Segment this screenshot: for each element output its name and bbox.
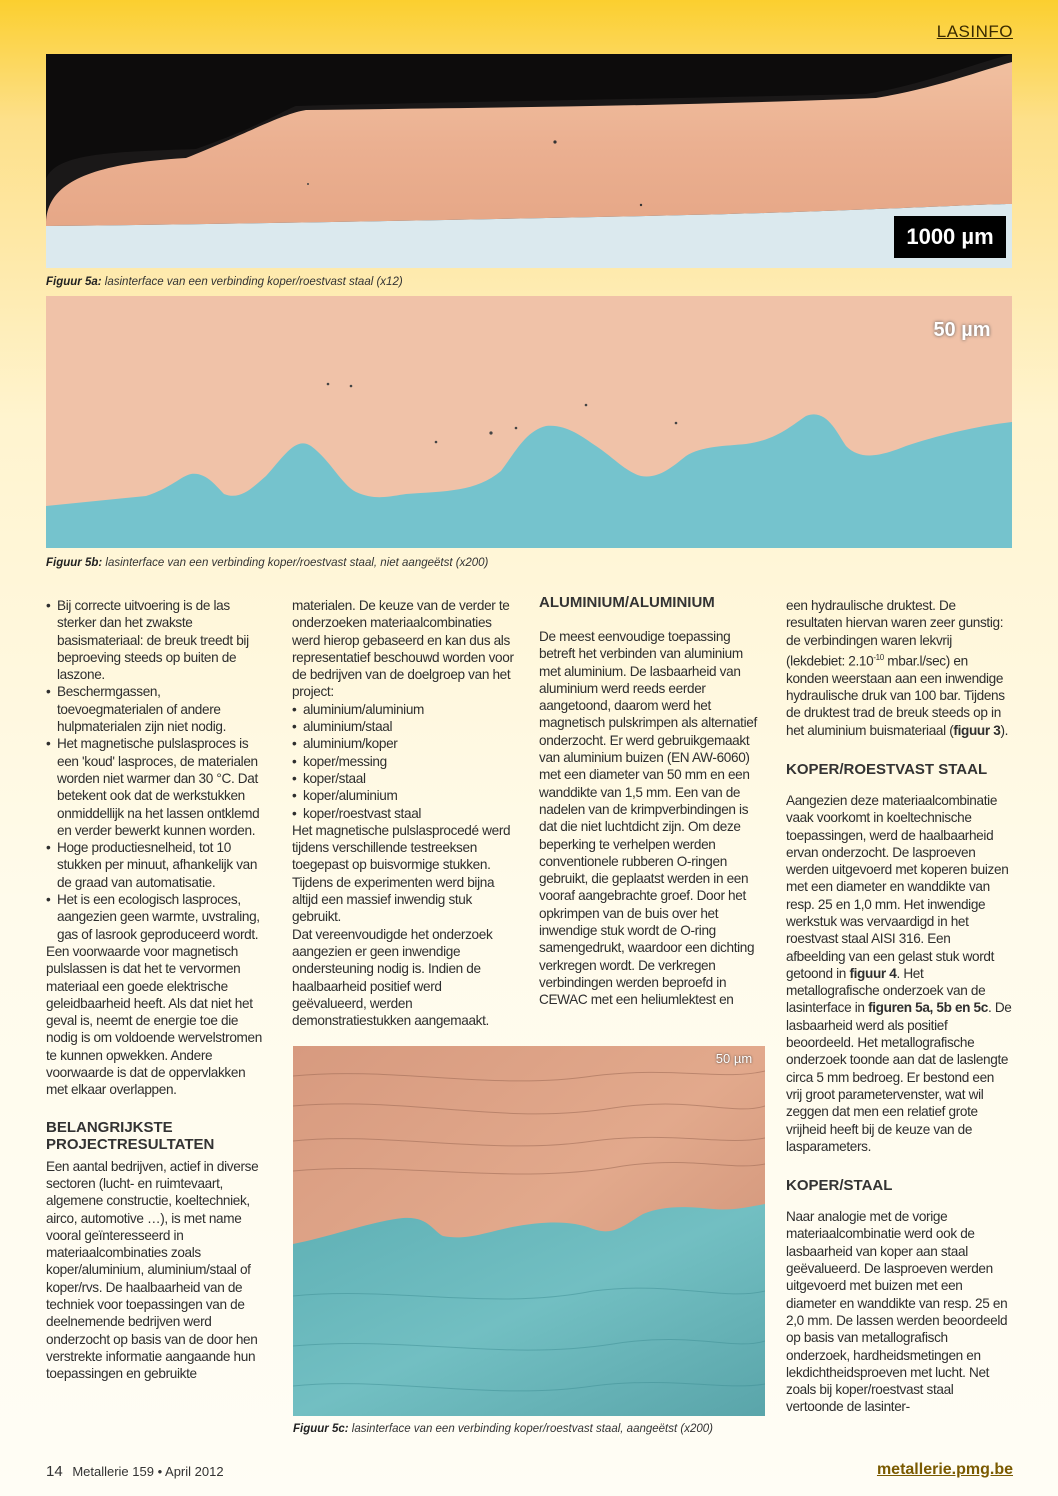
superscript: -10 (873, 652, 884, 662)
micrograph-5a (46, 54, 1012, 268)
list-item: • koper/messing (292, 753, 514, 770)
issue-info: Metallerie 159 • April 2012 (72, 1464, 224, 1479)
list-item: • aluminium/staal (292, 718, 514, 735)
column-2 (292, 597, 514, 1029)
caption-text: lasinterface van een verbinding koper/roestvast staal, niet aangeëtst (x200) (105, 557, 489, 569)
scale-bar-5a (894, 216, 1006, 258)
text-run: . De lasbaarheid werd als positief beoordeeld. Het metallografische onderzoek toonde aan dat de laslengte circa 5 mm bedroeg. Er bestond een vrij groot parametervenster, wat wil zeggen dat men een relatief grote vrijheid heeft bij de keuze van de lasparameters. (786, 1000, 1012, 1154)
footer-url-link[interactable]: metallerie.pmg.be (876, 1461, 1013, 1478)
figure-5a-image (46, 54, 1012, 268)
material-combinations-list (292, 701, 514, 822)
list-item: • aluminium/koper (292, 735, 514, 752)
section-heading: KOPER/STAAL (786, 1177, 893, 1195)
column-1 (46, 597, 268, 1382)
section-tag[interactable]: LASINFO (936, 22, 1013, 41)
figure-5a-caption (46, 276, 403, 288)
paragraph (786, 792, 1012, 1155)
caption-text: lasinterface van een verbinding koper/roestvast staal, aangeëtst (x200) (351, 1423, 713, 1435)
paragraph: Dat vereenvoudigde het onderzoek aangezien er geen inwendige ondersteuning nodig is. Indien de haalbaarheid positief werd geëvalueerd, werden demonstratiestukken aangemaakt. (292, 926, 493, 1029)
paragraph: Naar analogie met de vorige materiaalcombinatie werd ook de lasbaarheid van koper aan staal geëvalueerd. De lasproeven werden uitgevoerd met buizen met een diameter en wanddikte van resp. 25 en 2,0 mm. De lassen werden beoordeeld op basis van metallografisch onderzoek, hardheidsmetingen en lekdichtheidsproeven met lucht. Net zoals bij koper/roestvast staal vertoonde de lasinter- (786, 1209, 1008, 1415)
micrograph-5b (46, 296, 1012, 548)
figure-reference: figuur 3 (953, 722, 1001, 738)
figure-reference: figuren 5a, 5b en 5c (868, 1000, 988, 1016)
section-heading: BELANGRIJKSTE PROJECTRESULTATEN (46, 1118, 215, 1153)
section-heading: KOPER/ROESTVAST STAAL (786, 760, 988, 778)
figure-5b-image (46, 296, 1012, 548)
list-item: • Bij correcte uitvoering is de las sterker dan het zwakste basismateriaal: de breuk treedt bij beproeving steeds op buiten de laszone. (46, 597, 268, 683)
paragraph: Een aantal bedrijven, actief in diverse sectoren (lucht- en ruimtevaart, algemene constructie, koeltechniek, airco, automotive …), is met name vooral geïnteresseerd in materiaalcombinaties zoals koper/aluminium, aluminium/staal of koper/rvs. De haalbaarheid van de techniek voor toepassingen van de deelnemende bedrijven werd onderzocht op basis van de door hen verstrekte informatie aangaande hun toepassingen en gebruikte (46, 1158, 259, 1382)
scale-bar-5b (920, 314, 1004, 346)
paragraph: Een voorwaarde voor magnetisch pulslassen is dat het te vervormen materiaal een goede elektrische geleidbaarheid heeft. Als dat niet het geval is, neemt de energie toe die nodig is om voldoende wervelstromen te kunnen opwekken. Andere voorwaarde is dat de oppervlakken met elkaar overlappen. (46, 943, 262, 1098)
footer-issue (46, 1463, 224, 1480)
micrograph-5c (293, 1046, 765, 1416)
figure-5b-caption (46, 557, 488, 569)
list-item: • koper/staal (292, 770, 514, 787)
scale-bar-5c (709, 1050, 759, 1068)
figure-label: Figuur 5c: (293, 1423, 349, 1435)
list-item: • Hoge productiesnelheid, tot 10 stukken per minuut, afhankelijk van de graad van automatisatie. (46, 839, 268, 891)
list-item: • aluminium/aluminium (292, 701, 514, 718)
scale-label: 1000 µm (906, 224, 994, 249)
figure-5c-image (293, 1046, 765, 1416)
list-item: • koper/roestvast staal (292, 805, 514, 822)
scale-label: 50 µm (933, 319, 991, 341)
figure-label: Figuur 5b: (46, 557, 103, 569)
figure-reference: figuur 4 (849, 965, 897, 981)
advantages-list (46, 597, 268, 943)
text-run: Aangezien deze materiaalcombinatie vaak voorkomt in koeltechnische toepassingen, werd de haalbaarheid ervan onderzocht. De lasproeven werden uitgevoerd met koperen buizen met een diameter en wanddikte van resp. 25 en 1,0 mm. Het inwendige werkstuk was vervaardigd in het roestvast staal AISI 316. Een afbeelding van een gelast stuk wordt getoond in (786, 792, 1009, 981)
column-4 (786, 597, 1012, 1416)
caption-text: lasinterface van een verbinding koper/roestvast staal (x12) (104, 276, 403, 288)
list-item: • Het is een ecologisch lasproces, aangezien geen warmte, uvstraling, gas of lasrook geproduceerd wordt. (46, 891, 268, 943)
figure-label: Figuur 5a: (46, 276, 102, 288)
paragraph: Het magnetische pulslasprocedé werd tijdens verschillende testreeksen toegepast op buisvormige stukken. Tijdens de experimenten werd bijna altijd een massief inwendig stuk gebruikt. (292, 822, 511, 925)
list-item: • Het magnetische pulslasproces is een 'koud' lasproces, de materialen worden niet warmer dan 30 °C. Dat betekent ook dat de werkstukken onmiddellijk na het lassen ontklemd en verder bewerkt kunnen worden. (46, 735, 268, 839)
paragraph (786, 597, 1012, 739)
paragraph: De meest eenvoudige toepassing betreft het verbinden van aluminium met aluminium. De lasbaarheid van aluminium werd reeds eerder aangetoond, daarom werd het magnetisch pulskrimpen als alternatief onderzocht. Er werd gebruikgemaakt van aluminium buizen (EN AW-6060) met een diameter van 50 mm en een wanddikte van 1,5 mm. Een van de nadelen van de krimpverbindingen is dat die niet luchtdicht zijn. Om deze beperking te verhelpen werden conventionele rubberen O-ringen gebruikt, die geplaatst werden in een vooraf aangebrachte groef. Door het opkrimpen van de buis over het inwendige stuk wordt de O-ring samengedrukt, waardoor een dichting verkregen wordt. De verkregen verbindingen werden beproefd in CEWAC met een heliumlektest en (539, 629, 757, 1008)
figure-5c-caption (293, 1423, 713, 1435)
list-item: • koper/aluminium (292, 787, 514, 804)
text-run: mbar.l/sec) en konden weerstaan aan een inwendige hydraulische druk van 100 bar. Tijdens de druktest trad de breuk steeds op in het aluminium buismateriaal ( (786, 653, 1005, 738)
text-run: ). (1000, 722, 1009, 738)
column-3 (539, 594, 764, 1009)
list-item: • Beschermgassen, toevoegmaterialen of andere hulpmaterialen zijn niet nodig. (46, 683, 268, 735)
scale-label: 50 µm (715, 1051, 753, 1066)
text-run: een hydraulische druktest. De resultaten hiervan waren zeer gunstig: de verbindingen waren lekvrij (lekdebiet: 2.10 (786, 598, 1004, 669)
paragraph: materialen. De keuze van de verder te onderzoeken materiaalcombinaties werd hierop gebaseerd en kan dus als representatief beschouwd worden voor de bedrijven van de doelgroep van het project: (292, 598, 514, 700)
page-number: 14 (46, 1463, 63, 1480)
text-run: . Het metallografische onderzoek van de lasinterface in (786, 965, 986, 1016)
section-heading: ALUMINIUM/ALUMINIUM (539, 594, 715, 611)
